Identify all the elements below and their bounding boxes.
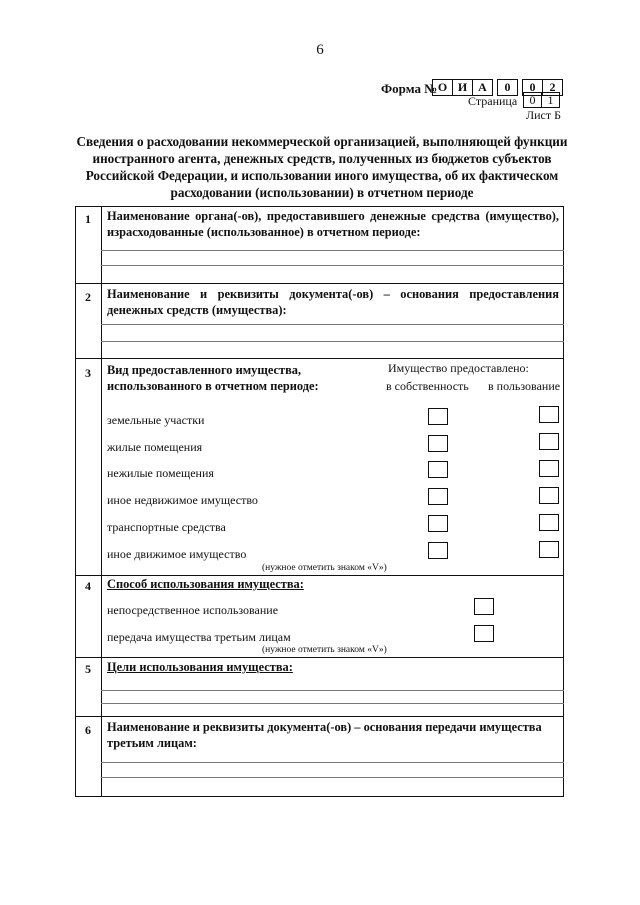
document-heading: Сведения о расходовании некоммерческой организацией, выполняющей функции иностранного агента, денежных средств, полученных из бюджетов субъектов Российской Федерации, и использовании иного имущества, об их фактическом расходовании (использовании) в отчетном периоде [76, 134, 568, 200]
column-ownership: в собственность [386, 379, 469, 393]
section-title: Наименование органа(-ов), предоставившего денежные средства (имущество), израсходованные (использованное) в отчетном периоде: [107, 209, 559, 239]
section-number: 1 [85, 212, 91, 226]
property-type-label: транспортные средства [107, 520, 226, 534]
page-number: 6 [316, 42, 324, 58]
page-label: Страница [468, 94, 518, 108]
form-code-cell: О [432, 79, 453, 96]
usage-method-checkbox[interactable] [474, 625, 494, 642]
section-title: Вид предоставленного имущества, использованного в отчетном периоде: [107, 363, 319, 393]
property-type-label: земельные участки [107, 413, 205, 427]
section-number: 4 [85, 579, 91, 593]
section-divider [75, 283, 564, 284]
form-code-cell: 2 [542, 79, 563, 96]
form-code-cell: 0 [497, 79, 518, 96]
entry-line[interactable] [101, 690, 564, 691]
page-code-cell: 1 [541, 92, 560, 108]
usage-method-checkbox[interactable] [474, 598, 494, 615]
section-divider [75, 716, 564, 717]
ownership-checkbox[interactable] [428, 408, 448, 425]
entry-line[interactable] [101, 703, 564, 704]
usage-checkbox[interactable] [539, 460, 559, 477]
provided-label: Имущество предоставлено: [388, 361, 529, 375]
section-number: 3 [85, 366, 91, 380]
ownership-checkbox[interactable] [428, 488, 448, 505]
ownership-checkbox[interactable] [428, 435, 448, 452]
usage-method-label: непосредственное использование [107, 603, 279, 617]
ownership-checkbox[interactable] [428, 515, 448, 532]
entry-line[interactable] [101, 762, 564, 763]
entry-line[interactable] [101, 265, 564, 266]
column-usage: в пользование [488, 379, 561, 393]
usage-checkbox[interactable] [539, 541, 559, 558]
number-column-divider [101, 206, 102, 797]
property-type-label: иное движимое имущество [107, 547, 247, 561]
section-divider [75, 358, 564, 359]
section-title: Цели использования имущества: [107, 660, 293, 674]
section-number: 5 [85, 662, 91, 676]
checkmark-hint: (нужное отметить знаком «V») [262, 645, 387, 655]
section-divider [75, 657, 564, 658]
page-code [524, 92, 560, 108]
ownership-checkbox[interactable] [428, 542, 448, 559]
property-type-label: иное недвижимое имущество [107, 493, 258, 507]
entry-line[interactable] [101, 777, 564, 778]
section-number: 6 [85, 723, 91, 737]
sheet-label: Лист Б [526, 108, 562, 122]
property-type-label: жилые помещения [107, 440, 203, 454]
form-code-cell: 0 [522, 79, 543, 96]
form-code-cell: А [472, 79, 493, 96]
page-code-cell: 0 [523, 92, 542, 108]
property-type-label: нежилые помещения [107, 466, 214, 480]
usage-method-label: передача имущества третьим лицам [107, 630, 291, 644]
ownership-checkbox[interactable] [428, 461, 448, 478]
form-label: Форма № [381, 81, 438, 96]
usage-checkbox[interactable] [539, 406, 559, 423]
usage-checkbox[interactable] [539, 487, 559, 504]
entry-line[interactable] [101, 341, 564, 342]
section-title: Наименование и реквизиты документа(-ов) – основания предоставления денежных средств (имущества): [107, 287, 559, 317]
usage-checkbox[interactable] [539, 433, 559, 450]
section-title: Наименование и реквизиты документа(-ов) – основания передачи имущества третьим лицам: [107, 720, 542, 750]
usage-checkbox[interactable] [539, 514, 559, 531]
section-title: Способ использования имущества: [107, 577, 304, 591]
checkmark-hint: (нужное отметить знаком «V») [262, 563, 387, 573]
entry-line[interactable] [101, 250, 564, 251]
form-code-cell: И [452, 79, 473, 96]
entry-line[interactable] [101, 324, 564, 325]
section-number: 2 [85, 290, 91, 304]
